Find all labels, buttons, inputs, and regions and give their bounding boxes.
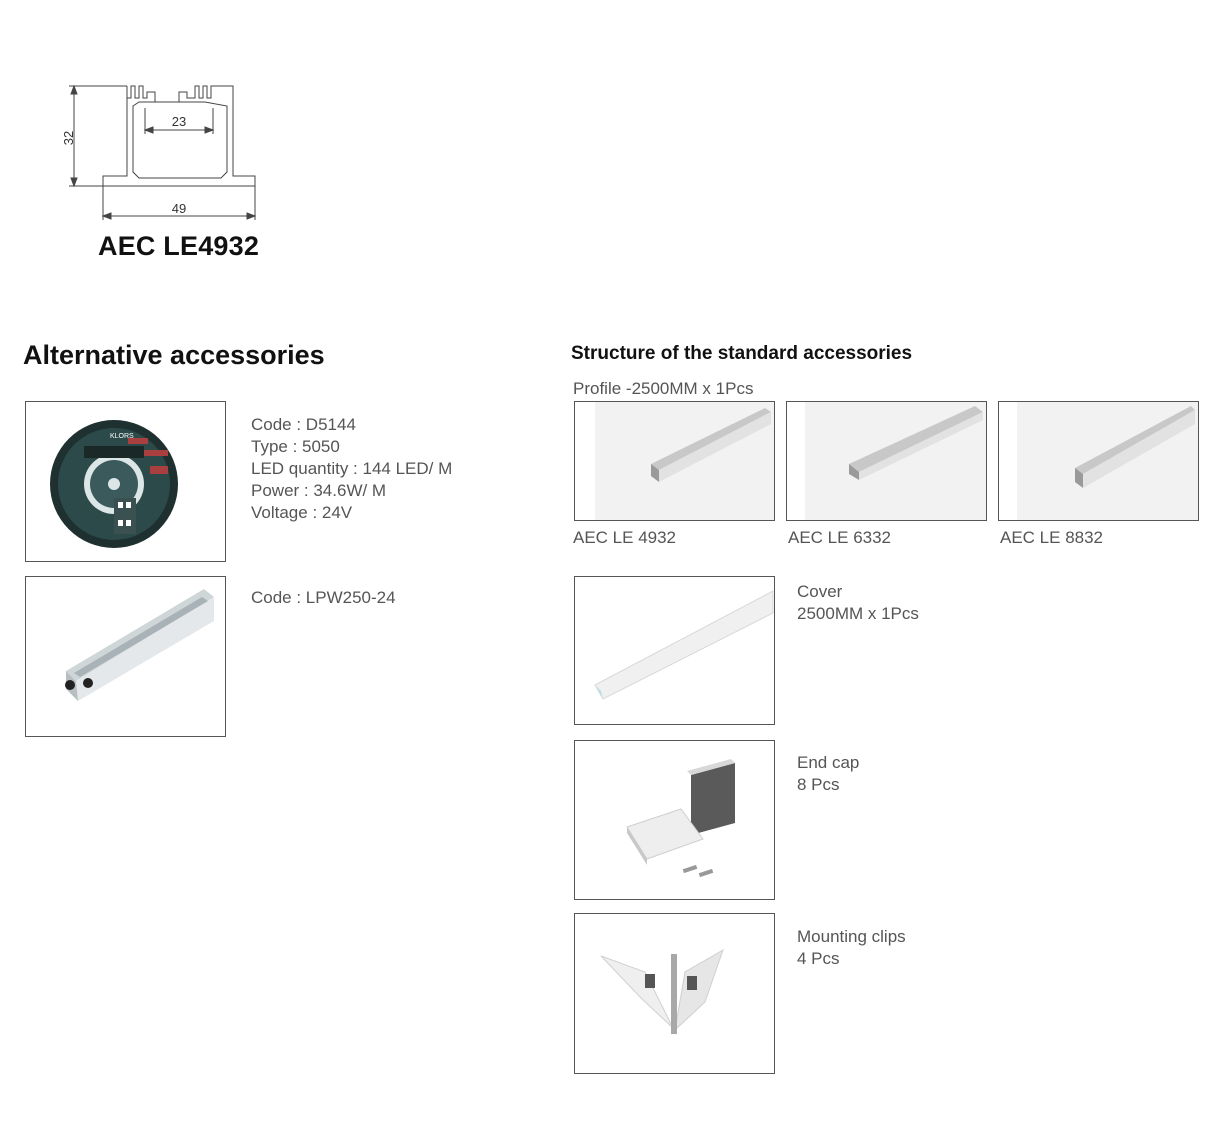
- alternative-accessories-heading: Alternative accessories: [23, 340, 325, 370]
- spec-code: Code : LPW250-24: [251, 588, 396, 607]
- profile-cross-section-drawing: [55, 72, 315, 224]
- led-strip-specs: [251, 414, 452, 524]
- spec-power: Power : 34.6W/ M: [251, 481, 387, 500]
- svg-text:KLORS: KLORS: [110, 433, 134, 440]
- end-cap-text: [797, 752, 859, 796]
- cover-qty: 2500MM x 1Pcs: [797, 604, 919, 623]
- dim-width-label: 49: [171, 201, 187, 216]
- profile-caption: Profile -2500MM x 1Pcs: [573, 379, 754, 398]
- end-cap-name: End cap: [797, 753, 860, 772]
- mounting-clips-text: [797, 926, 906, 970]
- led-strip-reel-icon: [26, 402, 225, 561]
- end-cap-qty: 8 Pcs: [797, 775, 840, 794]
- mounting-clips-qty: 4 Pcs: [797, 949, 840, 968]
- spec-type: Type : 5050: [251, 437, 340, 456]
- spec-code: Code : D5144: [251, 415, 356, 434]
- spec-voltage: Voltage : 24V: [251, 503, 353, 522]
- dim-inner-width-label: 23: [171, 114, 187, 129]
- standard-accessories-heading: Structure of the standard accessories: [571, 343, 913, 364]
- cover-name: Cover: [797, 582, 843, 601]
- mounting-clips-name: Mounting clips: [797, 927, 906, 946]
- profile-label-6332: AEC LE 6332: [788, 528, 892, 547]
- aluminum-profile-icon: [999, 402, 1198, 520]
- profile-image-6332: [786, 401, 987, 521]
- end-cap-icon: [575, 741, 774, 899]
- spec-led-quantity: LED quantity : 144 LED/ M: [251, 459, 453, 478]
- mounting-clip-image: [574, 913, 775, 1074]
- aluminum-profile-icon: [787, 402, 986, 520]
- profile-label-4932: AEC LE 4932: [573, 528, 677, 547]
- power-supply-image: [25, 576, 226, 737]
- power-supply-icon: [26, 577, 225, 736]
- aluminum-profile-icon: [575, 402, 774, 520]
- cover-text: [797, 581, 919, 625]
- product-title: AEC LE4932: [98, 231, 260, 261]
- led-strip-reel-image: [25, 401, 226, 562]
- profile-image-4932: [574, 401, 775, 521]
- profile-label-8832: AEC LE 8832: [1000, 528, 1104, 547]
- cover-icon: [575, 577, 774, 724]
- dim-height-label: 32: [61, 130, 76, 146]
- mounting-clip-icon: [575, 914, 774, 1073]
- power-supply-specs: [251, 587, 396, 609]
- profile-image-8832: [998, 401, 1199, 521]
- end-cap-image: [574, 740, 775, 900]
- cover-image: [574, 576, 775, 725]
